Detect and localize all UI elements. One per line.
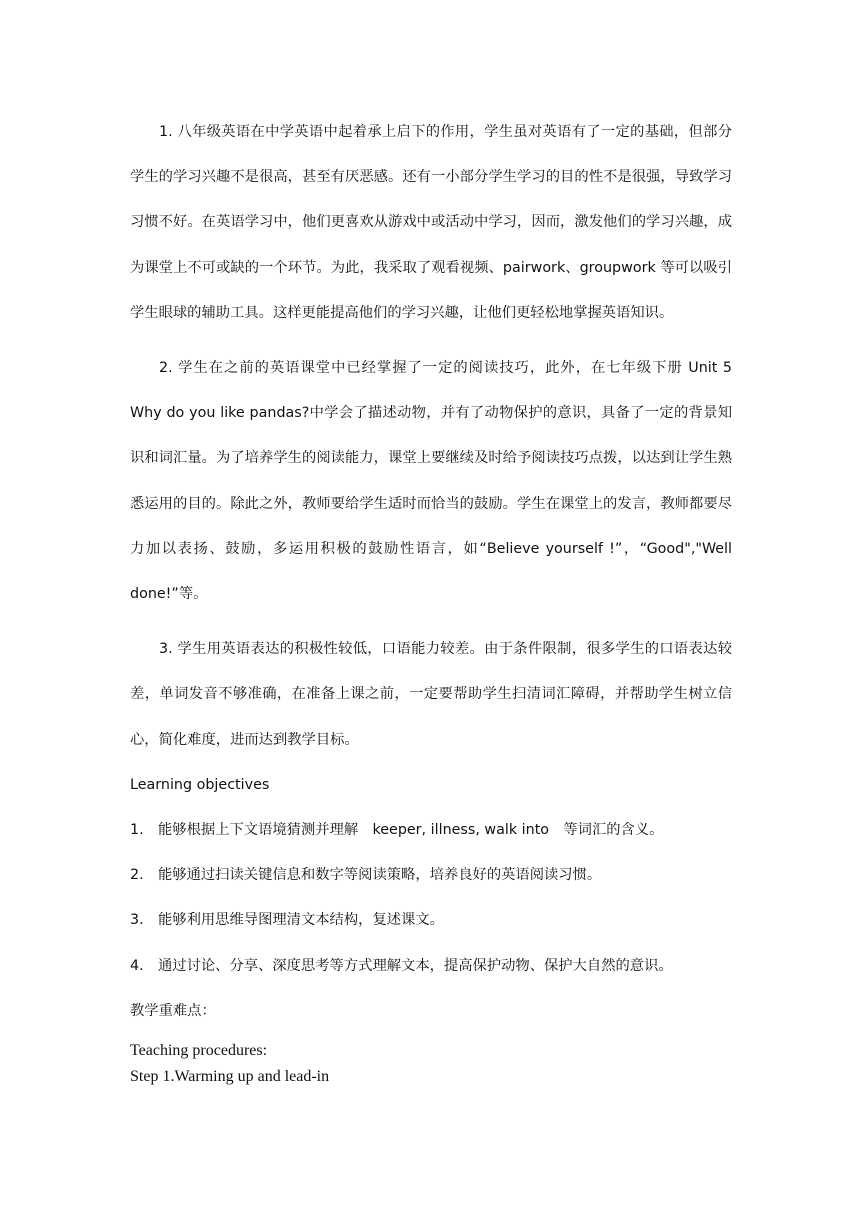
paragraph-3: 3. 学生用英语表达的积极性较低，口语能力较差。由于条件限制，很多学生的口语表达较差，单词发音不够准确，在准备上课之前，一定要帮助学生扫清词汇障碍，并帮助学生树立信心，简化难度，进而达到教学目标。 <box>130 641 732 748</box>
key-points-heading: 教学重难点： <box>130 1002 216 1019</box>
objective-number: 3. <box>130 912 144 929</box>
objective-item <box>130 898 732 943</box>
objective-text: 能够通过扫读关键信息和数字等阅读策略，培养良好的英语阅读习惯。 <box>158 867 602 884</box>
objective-number: 2. <box>130 867 144 884</box>
teaching-procedures-heading: Teaching procedures: <box>130 1042 268 1060</box>
objective-item <box>130 944 732 989</box>
objective-text: 能够利用思维导图理清文本结构，复述课文。 <box>158 912 444 929</box>
paragraph-1: 1. 八年级英语在中学英语中起着承上启下的作用，学生虽对英语有了一定的基础，但部分学生的学习兴趣不是很高，甚至有厌恶感。还有一小部分学生学习的目的性不是很强，导致学习习惯不好。在英语学习中，他们更喜欢从游戏中或活动中学习，因而，激发他们的学习兴趣，成为课堂上不可或缺的一个环节。为此，我采取了观看视频、pairwork、groupwork 等可以吸引学生眼球的辅助工具。这样更能提高他们的学习兴趣，让他们更轻松地掌握英语知识。 <box>130 124 732 321</box>
learning-objectives-heading: Learning objectives <box>130 776 270 793</box>
document-body <box>130 110 732 1090</box>
objective-number: 1. <box>130 822 144 839</box>
paragraph-2: 2. 学生在之前的英语课堂中已经掌握了一定的阅读技巧，此外，在七年级下册 Unit 5 Why do you like pandas?中学会了描述动物，并有了动物保护的意识，具备了一定的背景知识和词汇量。为了培养学生的阅读能力，课堂上要继续及时给予阅读技巧点拨，以达到让学生熟悉运用的目的。除此之外，教师要给学生适时而恰当的鼓励。学生在课堂上的发言，教师都要尽力加以表扬、鼓励，多运用积极的鼓励性语言，如“Believe yourself !”，“Good","Well done!”等。 <box>130 360 732 603</box>
objective-text: 通过讨论、分享、深度思考等方式理解文本，提高保护动物、保护大自然的意识。 <box>158 957 673 974</box>
objective-text: 能够根据上下文语境猜测并理解 keeper, illness, walk into 等词汇的含义。 <box>158 822 664 839</box>
objective-number: 4. <box>130 957 144 974</box>
objective-item <box>130 808 732 853</box>
step1-heading: Step 1.Warming up and lead-in <box>130 1068 330 1086</box>
objective-item <box>130 853 732 898</box>
